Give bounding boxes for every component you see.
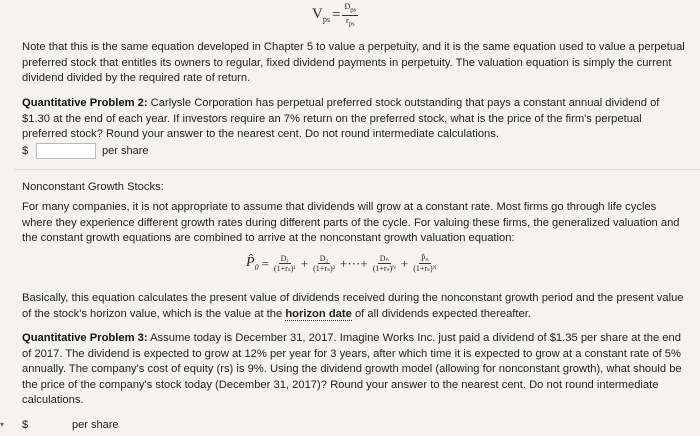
divider bbox=[14, 169, 700, 170]
qp2-currency: $ bbox=[22, 145, 29, 157]
basically-post: of all dividends expected thereafter. bbox=[351, 307, 531, 320]
nonconstant-growth-formula: $P̂_0$ = $\frac{\text{D₁}}{\text{(1+rₛ)¹}}$ + $\frac{\text{D₂}}{\text{(1+rₛ)²}}$ +···+ $\frac{\text{Dₙ}}{\text{(1+rₛ)ᴺ}}$ + $\frac{\text{P̂ₙ}}{\text{(1+rₛ)ᴺ}}$ bbox=[246, 254, 437, 273]
term-2-den: (1+rₛ)² bbox=[313, 264, 336, 273]
term-horizon-den: (1+rₛ)ᴺ bbox=[413, 264, 437, 273]
formula-numerator-sub: ps bbox=[350, 6, 357, 14]
horizon-date-term: horizon date bbox=[285, 307, 352, 320]
chevron-down-icon: ▾ bbox=[0, 420, 5, 429]
formula-denominator: r bbox=[345, 15, 349, 25]
qp2-answer-input[interactable] bbox=[36, 143, 96, 159]
qp3-answer-row bbox=[22, 417, 118, 433]
term-horizon bbox=[411, 254, 438, 273]
term-horizon-num: P̂ₙ bbox=[420, 254, 429, 263]
qp3-heading: Quantitative Problem 3: bbox=[22, 332, 148, 344]
term-n-den: (1+rₛ)ᴺ bbox=[372, 264, 396, 273]
term-n bbox=[371, 254, 398, 273]
qp2-answer-row bbox=[22, 143, 148, 159]
qp2-paragraph bbox=[22, 96, 686, 143]
nonconstant-paragraph: For many companies, it is not appropriate to assume that dividends will grow at a constant rate. Most firms go through life cycles where they experience different growth rates during different parts of the cycle. For valuing these firms, the generalized valuation and the constant growth equations are combined to arrive at the nonconstant growth valuation equation: bbox=[22, 201, 680, 245]
qp2-unit: per share bbox=[102, 145, 149, 157]
qp3-body: Assume today is December 31, 2017. Imagine Works Inc. just paid a dividend of $1.35 per share at the end of 2017. The dividend is expected to grow at 12% per year for 3 years, after which time it is expected to grow at a constant rate of 5% annually. The company's cost of equity (rs) is 9%. Using the dividend growth model (allowing for nonconstant growth), what should be the price of the company's stock today (December 31, 2017)? Round your answer to the nearest cent. Do not round intermediate calculations. bbox=[22, 332, 682, 407]
term-1 bbox=[272, 254, 298, 273]
term-1-den: (1+rₛ)¹ bbox=[273, 264, 296, 273]
preferred-stock-formula: $V_{ps}$ = $\frac{D_{ps}}{r_{ps}}$ bbox=[312, 2, 357, 28]
term-1-num: D₁ bbox=[280, 254, 290, 263]
formula-lhs-sub: ps bbox=[322, 15, 330, 25]
formula-fraction bbox=[342, 2, 358, 28]
formula-denominator-sub: ps bbox=[348, 20, 355, 28]
qp3-currency: $ bbox=[22, 419, 29, 431]
formula-lhs: V bbox=[312, 6, 323, 23]
nonconstant-heading: Nonconstant Growth Stocks: bbox=[22, 181, 164, 193]
intro-paragraph: Note that this is the same equation developed in Chapter 5 to value a perpetuity, and it is the same equation used to value a perpetual preferred stock that entitles its owners to regular, fixed dividend payments in perpetuity. The valuation equation is simply the current dividend divided by the required rate of return. bbox=[22, 41, 685, 85]
qp2-body: Carlysle Corporation has perpetual preferred stock outstanding that pays a constant annual dividend of $1.30 at the end of each year. If investors require an 7% return on the preferred stock, what is the price of the firm's perpetual preferred stock? Round your answer to the nearest cent. Do not round intermediate calculations. bbox=[22, 97, 660, 141]
formula-ellipsis: +···+ bbox=[340, 255, 368, 271]
basically-pre: Basically, this equation calculates the present value of dividends received during the nonconstant growth period and the present value of the stock's horizon value, which is the value at the bbox=[22, 292, 684, 320]
term-2 bbox=[311, 254, 337, 273]
formula-numerator: D bbox=[344, 2, 351, 11]
qp2-heading: Quantitative Problem 2: bbox=[22, 97, 148, 109]
basically-paragraph bbox=[22, 291, 686, 322]
mid-formula-lhs-sub: 0 bbox=[254, 262, 259, 272]
term-n-num: Dₙ bbox=[379, 254, 389, 263]
qp3-paragraph bbox=[22, 331, 686, 409]
mid-formula-lhs: P̂ bbox=[246, 255, 255, 271]
qp3-unit: per share bbox=[72, 419, 119, 431]
qp3-answer-input[interactable] bbox=[32, 417, 72, 433]
term-2-num: D₂ bbox=[319, 254, 329, 263]
